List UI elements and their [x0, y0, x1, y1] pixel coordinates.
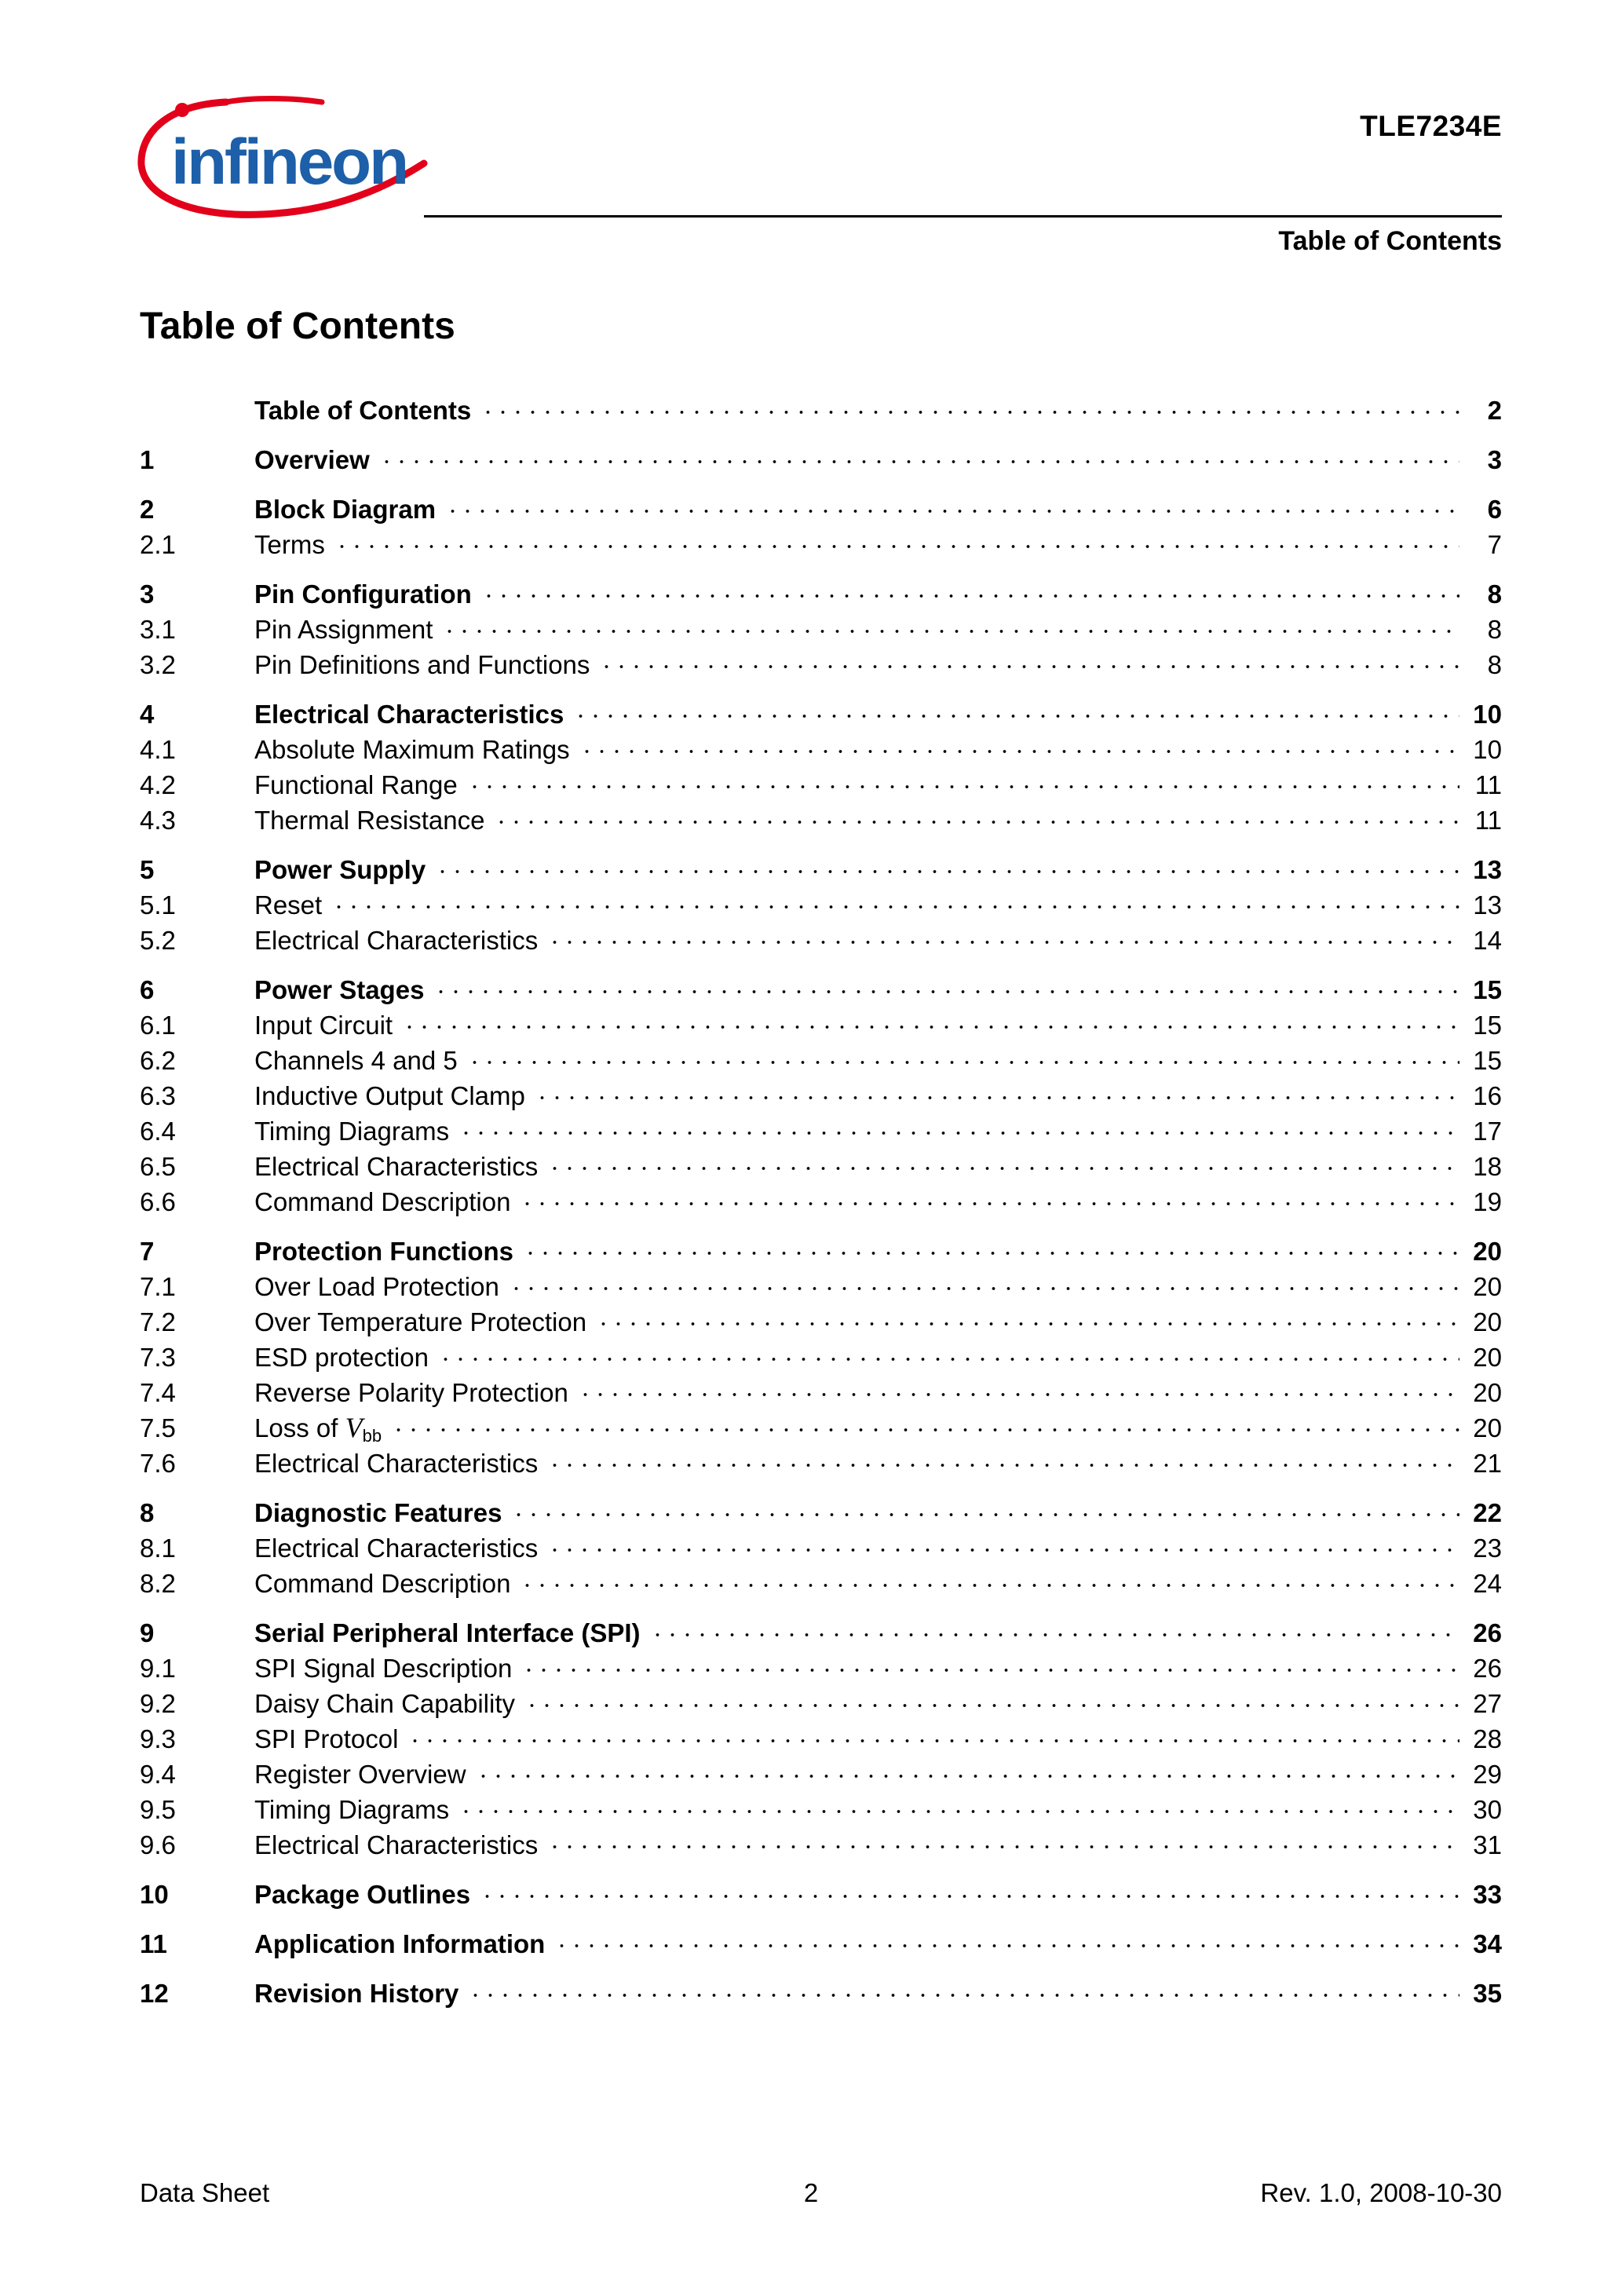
- toc-dot-leader: [433, 972, 1459, 999]
- toc-entry[interactable]: [140, 647, 1502, 682]
- toc-entry[interactable]: [140, 1234, 1502, 1269]
- toc-entry-number: 6.2: [140, 1046, 176, 1075]
- toc-dot-leader: [331, 887, 1459, 914]
- toc-entry[interactable]: [140, 1686, 1502, 1721]
- toc-entry-page[interactable]: 3: [1487, 445, 1502, 474]
- toc-dot-leader: [650, 1615, 1459, 1642]
- toc-entry[interactable]: [140, 1976, 1502, 2011]
- page-title: Table of Contents: [140, 305, 455, 347]
- toc-dot-leader: [476, 1757, 1459, 1783]
- toc-entry-title[interactable]: Daisy Chain Capability: [254, 1689, 515, 1718]
- toc-entry[interactable]: [140, 1566, 1502, 1601]
- toc-entry-number: 5.2: [140, 926, 176, 955]
- toc-entry-title[interactable]: Reverse Polarity Protection: [254, 1378, 568, 1407]
- toc-dot-leader: [521, 1651, 1459, 1677]
- toc-entry-number: 6.1: [140, 1011, 176, 1040]
- toc-entry-page[interactable]: 20: [1473, 1307, 1502, 1336]
- doc-code: TLE7234E: [1360, 110, 1502, 142]
- toc-entry-page[interactable]: 20: [1473, 1237, 1502, 1266]
- header-divider: [424, 215, 1502, 218]
- toc-entry-title[interactable]: Electrical Characteristics: [254, 700, 564, 729]
- toc-entry-number: 4.3: [140, 806, 176, 835]
- toc-entry[interactable]: [140, 1495, 1502, 1530]
- toc-entry[interactable]: [140, 1043, 1502, 1078]
- toc-entry[interactable]: [140, 732, 1502, 767]
- toc-dot-leader: [523, 1234, 1459, 1260]
- toc-entry[interactable]: [140, 923, 1502, 958]
- toc-entry-title[interactable]: SPI Protocol: [254, 1724, 399, 1753]
- toc-entry-title[interactable]: Table of Contents: [254, 396, 472, 425]
- toc-entry-number: 9.1: [140, 1654, 176, 1683]
- toc-entry-number: 7.1: [140, 1272, 176, 1301]
- toc-entry-title[interactable]: Over Load Protection: [254, 1272, 499, 1301]
- toc-entry-page[interactable]: 15: [1473, 1011, 1502, 1040]
- toc-entry-number: 1: [140, 445, 155, 474]
- toc-dot-leader: [379, 442, 1459, 469]
- toc-entry-title[interactable]: Electrical Characteristics: [254, 1449, 539, 1478]
- toc-entry-page[interactable]: 26: [1473, 1618, 1502, 1647]
- section-label: Table of Contents: [1278, 226, 1502, 256]
- toc-dot-leader: [547, 1446, 1459, 1472]
- toc-entry-title[interactable]: Power Supply: [254, 855, 426, 884]
- toc-entry-page[interactable]: 11: [1474, 806, 1502, 835]
- toc-entry-page[interactable]: 7: [1487, 530, 1502, 559]
- toc-entry-number: 10: [140, 1880, 169, 1909]
- toc-dot-leader: [520, 1566, 1459, 1592]
- toc-entry-number: 6.4: [140, 1117, 176, 1146]
- toc-entry[interactable]: [140, 1149, 1502, 1184]
- toc-dot-leader: [535, 1078, 1459, 1105]
- toc-entry-page[interactable]: 15: [1473, 1046, 1502, 1075]
- toc-entry-title[interactable]: Register Overview: [254, 1760, 466, 1789]
- toc-dot-leader: [481, 576, 1459, 603]
- toc-entry-page[interactable]: 28: [1473, 1724, 1502, 1753]
- toc-entry-number: 5: [140, 855, 155, 884]
- toc-entry-page[interactable]: 8: [1487, 650, 1502, 679]
- toc-entry-title[interactable]: Power Stages: [254, 975, 425, 1004]
- toc-entry-number: 7.3: [140, 1343, 176, 1372]
- toc-entry-page[interactable]: 18: [1473, 1152, 1502, 1181]
- toc-entry[interactable]: [140, 972, 1502, 1007]
- toc-entry-page[interactable]: 10: [1473, 700, 1502, 729]
- toc-entry[interactable]: [140, 1410, 1502, 1446]
- toc-entry-title[interactable]: Reset: [254, 890, 323, 919]
- toc-dot-leader: [578, 1375, 1459, 1402]
- toc-entry-number: 4.2: [140, 770, 176, 799]
- toc-entry-title[interactable]: Electrical Characteristics: [254, 926, 539, 955]
- toc-entry[interactable]: [140, 1651, 1502, 1686]
- toc-entry-page[interactable]: 34: [1473, 1929, 1502, 1958]
- toc-entry-number: 11: [140, 1929, 167, 1958]
- toc-dot-leader: [547, 923, 1459, 949]
- toc-dot-leader: [494, 803, 1459, 829]
- toc-dot-leader: [467, 767, 1459, 794]
- toc-entry-page[interactable]: 15: [1473, 975, 1502, 1004]
- toc-entry[interactable]: [140, 492, 1502, 527]
- toc-entry[interactable]: [140, 1446, 1502, 1481]
- toc-entry-number: 9.4: [140, 1760, 176, 1789]
- toc-entry-page[interactable]: 35: [1473, 1979, 1502, 2008]
- toc-entry-number: 7.5: [140, 1413, 176, 1442]
- toc-entry-number: 7: [140, 1237, 155, 1266]
- toc-dot-leader: [391, 1410, 1459, 1437]
- toc-dot-leader: [438, 1340, 1459, 1366]
- toc-entry[interactable]: [140, 767, 1502, 803]
- toc-entry[interactable]: [140, 1827, 1502, 1863]
- toc-entry-page[interactable]: 20: [1473, 1413, 1502, 1442]
- toc-dot-leader: [511, 1495, 1459, 1522]
- toc-entry-title[interactable]: Loss of $V_{bb}$: [254, 1412, 382, 1446]
- toc-entry-page[interactable]: 6: [1487, 495, 1502, 524]
- toc-dot-leader: [596, 1304, 1459, 1331]
- toc-entry-page[interactable]: 8: [1487, 615, 1502, 644]
- toc-entry[interactable]: [140, 576, 1502, 612]
- toc-entry-title[interactable]: Terms: [254, 530, 325, 559]
- toc-entry[interactable]: [140, 442, 1502, 477]
- toc-entry-page[interactable]: 20: [1473, 1378, 1502, 1407]
- toc-entry-title[interactable]: Block Diagram: [254, 495, 437, 524]
- toc-entry-title[interactable]: Input Circuit: [254, 1011, 393, 1040]
- toc-entry-title[interactable]: Overview: [254, 445, 370, 474]
- toc-entry-number: 6.5: [140, 1152, 176, 1181]
- toc-entry[interactable]: [140, 1530, 1502, 1566]
- toc-entry-page[interactable]: 13: [1473, 890, 1502, 919]
- toc-entry-title[interactable]: Command Description: [254, 1187, 511, 1216]
- toc-dot-leader: [445, 492, 1459, 518]
- toc-entry[interactable]: [140, 1340, 1502, 1375]
- toc-dot-leader: [480, 393, 1459, 419]
- toc-entry-page[interactable]: 31: [1473, 1830, 1502, 1859]
- toc-entry-number: 7.2: [140, 1307, 176, 1336]
- toc-entry-title[interactable]: Diagnostic Features: [254, 1498, 502, 1527]
- toc-entry-title[interactable]: Electrical Characteristics: [254, 1152, 539, 1181]
- toc-dot-leader: [547, 1149, 1459, 1175]
- toc-entry-page[interactable]: 22: [1473, 1498, 1502, 1527]
- toc-entry-number: 7.6: [140, 1449, 176, 1478]
- toc-entry-number: 8.1: [140, 1534, 176, 1563]
- toc-dot-leader: [442, 612, 1459, 638]
- toc-entry-title[interactable]: Package Outlines: [254, 1880, 471, 1909]
- toc-entry-title[interactable]: Thermal Resistance: [254, 806, 485, 835]
- toc-entry[interactable]: [140, 852, 1502, 887]
- infineon-logo: [133, 88, 432, 226]
- toc-entry-title[interactable]: SPI Signal Description: [254, 1654, 513, 1683]
- toc-dot-leader: [458, 1792, 1459, 1819]
- toc-dot-leader: [435, 852, 1459, 879]
- toc-entry-page[interactable]: 21: [1473, 1449, 1502, 1478]
- toc-dot-leader: [547, 1530, 1459, 1557]
- toc-entry-page[interactable]: 17: [1473, 1117, 1502, 1146]
- footer-revision: Rev. 1.0, 2008-10-30: [1260, 2178, 1502, 2207]
- toc-entry-page[interactable]: 24: [1473, 1569, 1502, 1598]
- toc-entry-number: 9.3: [140, 1724, 176, 1753]
- toc-entry[interactable]: [140, 1078, 1502, 1113]
- toc-entry[interactable]: [140, 1269, 1502, 1304]
- toc-entry-title[interactable]: Pin Configuration: [254, 579, 472, 609]
- toc-dot-leader: [458, 1113, 1459, 1140]
- toc-list: [140, 393, 1502, 2011]
- toc-entry-page[interactable]: 8: [1487, 579, 1502, 609]
- toc-dot-leader: [579, 732, 1459, 759]
- toc-entry-number: 5.1: [140, 890, 176, 919]
- toc-entry-page[interactable]: 19: [1473, 1187, 1502, 1216]
- toc-entry-number: 6.3: [140, 1081, 176, 1110]
- toc-entry-title[interactable]: Absolute Maximum Ratings: [254, 735, 570, 764]
- toc-entry-number: 8.2: [140, 1569, 176, 1598]
- toc-dot-leader: [573, 696, 1459, 723]
- toc-dot-leader: [402, 1007, 1459, 1034]
- toc-entry-page[interactable]: 13: [1473, 855, 1502, 884]
- toc-entry-title[interactable]: Serial Peripheral Interface (SPI): [254, 1618, 641, 1647]
- toc-dot-leader: [467, 1043, 1459, 1069]
- toc-entry-title[interactable]: Over Temperature Protection: [254, 1307, 587, 1336]
- logo-wordmark: infineon: [171, 126, 407, 198]
- toc-entry-number: 9.6: [140, 1830, 176, 1859]
- toc-entry-page[interactable]: 30: [1473, 1795, 1502, 1824]
- toc-entry-page[interactable]: 10: [1473, 735, 1502, 764]
- toc-entry-number: 12: [140, 1979, 169, 2008]
- toc-entry-page[interactable]: 2: [1487, 396, 1502, 425]
- toc-entry[interactable]: [140, 1877, 1502, 1912]
- toc-entry-title[interactable]: Electrical Characteristics: [254, 1534, 539, 1563]
- toc-entry-number: 9.5: [140, 1795, 176, 1824]
- toc-entry[interactable]: [140, 803, 1502, 838]
- footer-doc-type: Data Sheet: [140, 2178, 270, 2207]
- toc-entry-number: 6.6: [140, 1187, 176, 1216]
- toc-entry-title[interactable]: Timing Diagrams: [254, 1117, 450, 1146]
- toc-dot-leader: [509, 1269, 1459, 1296]
- toc-entry-page[interactable]: 26: [1473, 1654, 1502, 1683]
- toc-dot-leader: [407, 1721, 1459, 1748]
- toc-entry[interactable]: [140, 1615, 1502, 1651]
- toc-entry[interactable]: [140, 1184, 1502, 1219]
- toc-entry-number: 3.1: [140, 615, 176, 644]
- toc-entry-page[interactable]: 23: [1473, 1534, 1502, 1563]
- toc-entry-title[interactable]: Protection Functions: [254, 1237, 513, 1266]
- toc-entry-number: 3.2: [140, 650, 176, 679]
- toc-entry[interactable]: [140, 1007, 1502, 1043]
- toc-entry-title[interactable]: Pin Assignment: [254, 615, 433, 644]
- toc-entry-number: 9: [140, 1618, 155, 1647]
- toc-entry[interactable]: [140, 1757, 1502, 1792]
- toc-entry-number: 6: [140, 975, 155, 1004]
- toc-entry[interactable]: [140, 1113, 1502, 1149]
- toc-entry[interactable]: [140, 696, 1502, 732]
- toc-entry-number: 8: [140, 1498, 155, 1527]
- toc-entry-page[interactable]: 33: [1473, 1880, 1502, 1909]
- toc-entry[interactable]: [140, 1792, 1502, 1827]
- toc-entry[interactable]: [140, 1375, 1502, 1410]
- toc-entry-number: 9.2: [140, 1689, 176, 1718]
- toc-entry-page[interactable]: 16: [1473, 1081, 1502, 1110]
- toc-dot-leader: [520, 1184, 1459, 1211]
- toc-entry-number: 7.4: [140, 1378, 176, 1407]
- toc-dot-leader: [468, 1976, 1459, 2002]
- toc-entry[interactable]: [140, 1926, 1502, 1961]
- toc-dot-leader: [554, 1926, 1459, 1953]
- toc-entry-number: 2: [140, 495, 155, 524]
- toc-entry-title[interactable]: Application Information: [254, 1929, 546, 1958]
- toc-entry[interactable]: [140, 887, 1502, 923]
- footer-page-number: 2: [803, 2178, 819, 2207]
- toc-dot-leader: [547, 1827, 1459, 1854]
- toc-entry-title[interactable]: Pin Definitions and Functions: [254, 650, 590, 679]
- toc-entry[interactable]: [140, 393, 1502, 428]
- toc-entry-page[interactable]: 20: [1473, 1272, 1502, 1301]
- toc-dot-leader: [480, 1877, 1459, 1903]
- toc-entry-number: 4.1: [140, 735, 176, 764]
- toc-entry-page[interactable]: 20: [1473, 1343, 1502, 1372]
- toc-entry-title[interactable]: Revision History: [254, 1979, 459, 2008]
- toc-entry-title[interactable]: Channels 4 and 5: [254, 1046, 458, 1075]
- toc-entry-number: 2.1: [140, 530, 176, 559]
- toc-entry-page[interactable]: 27: [1473, 1689, 1502, 1718]
- toc-dot-leader: [334, 527, 1459, 554]
- toc-entry-title[interactable]: Functional Range: [254, 770, 458, 799]
- toc-entry-title[interactable]: Timing Diagrams: [254, 1795, 450, 1824]
- toc-entry-page[interactable]: 29: [1473, 1760, 1502, 1789]
- toc-entry-page[interactable]: 14: [1473, 926, 1502, 955]
- toc-entry-number: 4: [140, 700, 155, 729]
- toc-entry-title[interactable]: ESD protection: [254, 1343, 429, 1372]
- toc-entry-title[interactable]: Inductive Output Clamp: [254, 1081, 525, 1110]
- toc-entry-number: 3: [140, 579, 155, 609]
- toc-entry[interactable]: [140, 1721, 1502, 1757]
- toc-entry[interactable]: [140, 527, 1502, 562]
- toc-dot-leader: [599, 647, 1459, 674]
- toc-entry-page[interactable]: 11: [1474, 770, 1502, 799]
- toc-dot-leader: [524, 1686, 1459, 1713]
- toc-entry[interactable]: [140, 1304, 1502, 1340]
- toc-entry-title[interactable]: Electrical Characteristics: [254, 1830, 539, 1859]
- toc-entry[interactable]: [140, 612, 1502, 647]
- toc-entry-title[interactable]: Command Description: [254, 1569, 511, 1598]
